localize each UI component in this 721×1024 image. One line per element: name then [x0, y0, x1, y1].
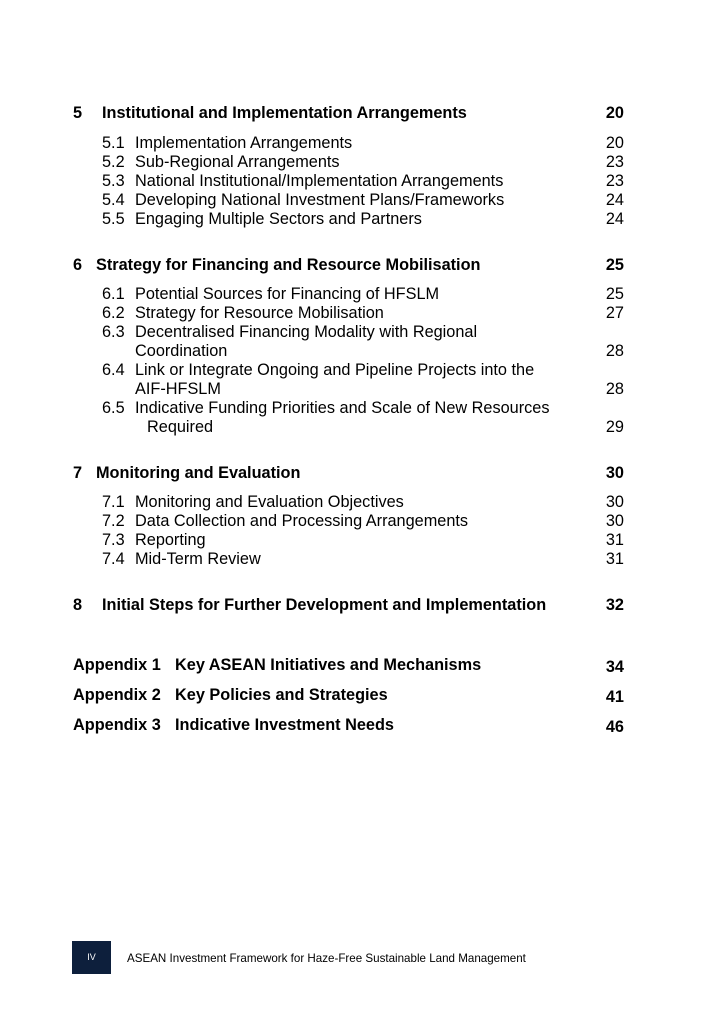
toc-section-5	[0, 103, 721, 123]
item-number: 7.1	[102, 493, 125, 511]
toc-item-5-3	[0, 171, 721, 191]
toc-section-8	[0, 595, 721, 615]
toc-appendix-3	[0, 715, 721, 735]
item-number: 7.4	[102, 550, 125, 568]
item-title: Strategy for Resource Mobilisation	[135, 304, 384, 322]
item-page: 31	[605, 550, 624, 568]
item-number: 6.3	[102, 323, 125, 341]
item-page: 20	[605, 134, 624, 152]
toc-item-5-2	[0, 152, 721, 172]
appendix-label: Appendix 3	[73, 716, 161, 734]
toc-item-6-1	[0, 284, 721, 304]
item-title: Data Collection and Processing Arrangements	[135, 512, 469, 530]
section-page: 25	[605, 256, 624, 274]
item-title-continuation: Required	[147, 418, 214, 436]
item-title: Potential Sources for Financing of HFSLM	[135, 285, 440, 303]
section-title: Institutional and Implementation Arrangements	[102, 104, 467, 122]
item-title: Sub-Regional Arrangements	[135, 153, 340, 171]
toc-item-7-2	[0, 511, 721, 531]
toc-item-7-1	[0, 492, 721, 512]
section-number: 5	[73, 104, 83, 122]
appendix-page: 46	[605, 718, 624, 736]
appendix-label: Appendix 1	[73, 656, 161, 674]
item-number: 5.1	[102, 134, 125, 152]
item-number: 7.3	[102, 531, 125, 549]
item-title-continuation: Coordination	[135, 342, 228, 360]
toc-item-6-4-continued	[0, 379, 721, 399]
toc-item-6-3	[0, 322, 721, 342]
toc-section-6	[0, 255, 721, 275]
item-page: 27	[605, 304, 624, 322]
section-title: Monitoring and Evaluation	[96, 464, 301, 482]
item-page: 31	[605, 531, 624, 549]
toc-section-7	[0, 463, 721, 483]
section-page: 30	[605, 464, 624, 482]
item-number: 6.5	[102, 399, 125, 417]
item-page: 25	[605, 285, 624, 303]
item-page: 23	[605, 172, 624, 190]
toc-item-7-3	[0, 530, 721, 550]
item-page: 29	[605, 418, 624, 436]
item-page: 24	[605, 191, 624, 209]
section-number: 8	[73, 596, 83, 614]
item-page: 30	[605, 512, 624, 530]
toc-item-7-4	[0, 549, 721, 569]
item-title-continuation: AIF-HFSLM	[135, 380, 221, 398]
toc-item-5-4	[0, 190, 721, 210]
item-number: 5.5	[102, 210, 125, 228]
appendix-title: Indicative Investment Needs	[175, 716, 394, 734]
toc-item-5-1	[0, 133, 721, 153]
item-page: 28	[605, 342, 624, 360]
section-title: Strategy for Financing and Resource Mobilisation	[96, 256, 481, 274]
item-title: Indicative Funding Priorities and Scale of New Resources	[135, 399, 550, 417]
footer-title: ASEAN Investment Framework for Haze-Free Sustainable Land Management	[127, 952, 526, 965]
toc-appendix-1	[0, 655, 721, 675]
toc-item-6-5-continued	[0, 417, 721, 437]
item-number: 5.4	[102, 191, 125, 209]
section-page: 20	[605, 104, 624, 122]
item-page: 23	[605, 153, 624, 171]
appendix-label: Appendix 2	[73, 686, 161, 704]
item-number: 7.2	[102, 512, 125, 530]
item-number: 6.1	[102, 285, 125, 303]
section-number: 7	[73, 464, 83, 482]
item-title: Monitoring and Evaluation Objectives	[135, 493, 404, 511]
section-page: 32	[605, 596, 624, 614]
toc-item-6-4	[0, 360, 721, 380]
item-title: Reporting	[135, 531, 206, 549]
item-title: National Institutional/Implementation Arrangements	[135, 172, 504, 190]
appendix-title: Key ASEAN Initiatives and Mechanisms	[175, 656, 482, 674]
footer-page-number: IV	[72, 941, 111, 974]
item-number: 6.2	[102, 304, 125, 322]
item-title: Engaging Multiple Sectors and Partners	[135, 210, 422, 228]
item-number: 6.4	[102, 361, 125, 379]
appendix-page: 41	[605, 688, 624, 706]
toc-item-6-2	[0, 303, 721, 323]
section-number: 6	[73, 256, 83, 274]
item-page: 30	[605, 493, 624, 511]
toc-appendix-2	[0, 685, 721, 705]
section-title: Initial Steps for Further Development and Implementation	[102, 596, 547, 614]
item-page: 24	[605, 210, 624, 228]
toc-item-6-3-continued	[0, 341, 721, 361]
item-number: 5.3	[102, 172, 125, 190]
item-title: Mid-Term Review	[135, 550, 261, 568]
item-title: Implementation Arrangements	[135, 134, 353, 152]
appendix-page: 34	[605, 658, 624, 676]
item-title: Developing National Investment Plans/Frameworks	[135, 191, 505, 209]
toc-item-6-5	[0, 398, 721, 418]
toc-item-5-5	[0, 209, 721, 229]
item-title: Decentralised Financing Modality with Regional	[135, 323, 478, 341]
item-page: 28	[605, 380, 624, 398]
appendix-title: Key Policies and Strategies	[175, 686, 388, 704]
item-title: Link or Integrate Ongoing and Pipeline Projects into the	[135, 361, 535, 379]
item-number: 5.2	[102, 153, 125, 171]
